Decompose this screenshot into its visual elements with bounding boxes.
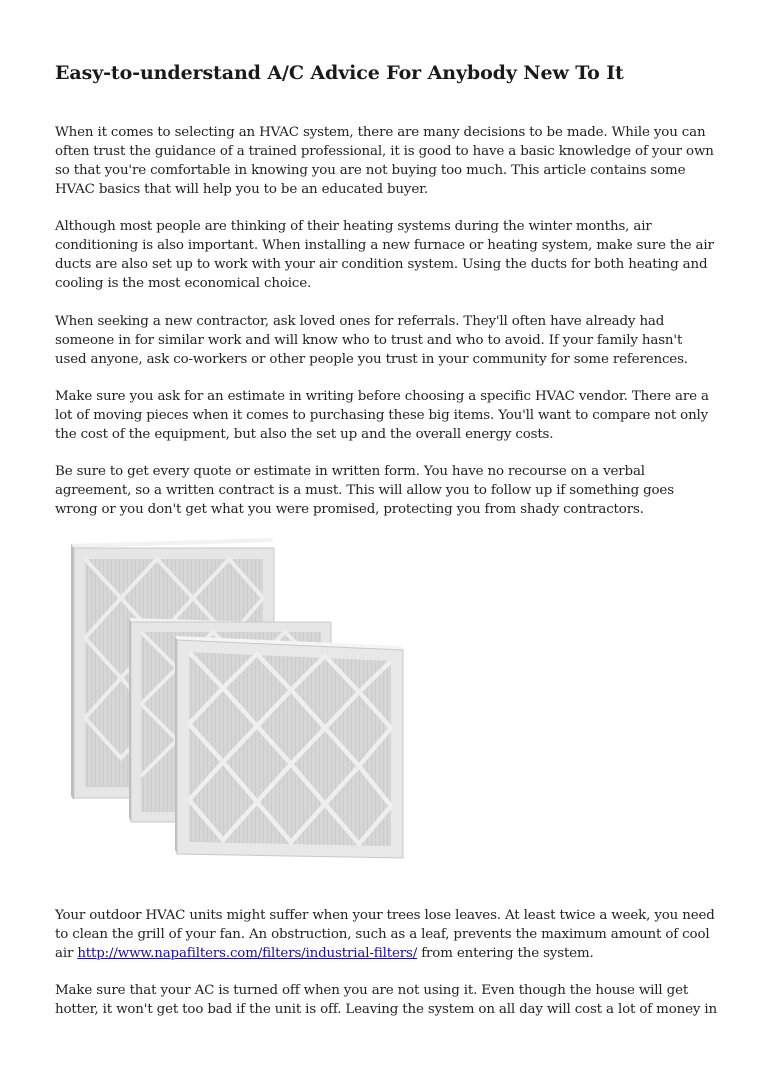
paragraph-text-end: from entering the system. [417,946,594,961]
paragraph-text-start: Your outdoor HVAC units might suffer when your trees lose leaves. At least twice a week, you need to clean the grill of your fan. An obstruction, such as a leaf, prevents the maximum amount of cool air [55,908,715,961]
paragraph-2 [55,217,717,293]
paragraph-text: When it comes to selecting an HVAC system, there are many decisions to be made. While you can often trust the guidance of a trained professional, it is good to have a basic knowledge of your own so that you're comfortable in knowing you are not buying too much. This article contains some HVAC basics that will help you to be an educated buyer. [55,125,714,197]
paragraph-4 [55,387,717,444]
page-title: Easy-to-understand A/C Advice For Anybody New To It [55,62,624,84]
paragraph-6 [55,906,717,963]
paragraph-text: Although most people are thinking of their heating systems during the winter months, air conditioning is also important. When installing a new furnace or heating system, make sure the air ducts are also set up to work with your air condition system. Using the ducts for both heating and cooling is the most economical choice. [55,219,714,291]
paragraph-3 [55,312,717,369]
paragraph-7 [55,981,717,1019]
air-filters-illustration [71,538,406,860]
paragraph-5 [55,462,717,519]
paragraph-text: Make sure you ask for an estimate in writing before choosing a specific HVAC vendor. There are a lot of moving pieces when it comes to purchasing these big items. You'll want to compare not only the cost of the equipment, but also the set up and the overall energy costs. [55,389,709,442]
paragraph-text: Be sure to get every quote or estimate in written form. You have no recourse on a verbal agreement, so a written contract is a must. This will allow you to follow up if something goes wrong or you don't get what you were promised, protecting you from shady contractors. [55,464,674,517]
paragraph-1 [55,123,717,199]
air-filters-image [71,538,406,860]
paragraph-text: Make sure that your AC is turned off when you are not using it. Even though the house will get hotter, it won't get too bad if the unit is off. Leaving the system on all day will cost a lot of money in [55,983,718,1017]
front-filter [175,636,403,858]
napafilters-link[interactable]: http://www.napafilters.com/filters/industrial-filters/ [77,946,418,961]
paragraph-text: When seeking a new contractor, ask loved ones for referrals. They'll often have already had someone in for similar work and will know who to trust and who to avoid. If your family hasn't used anyone, ask co-workers or other people you trust in your community for some references. [55,314,688,367]
paragraph-text [55,906,717,963]
